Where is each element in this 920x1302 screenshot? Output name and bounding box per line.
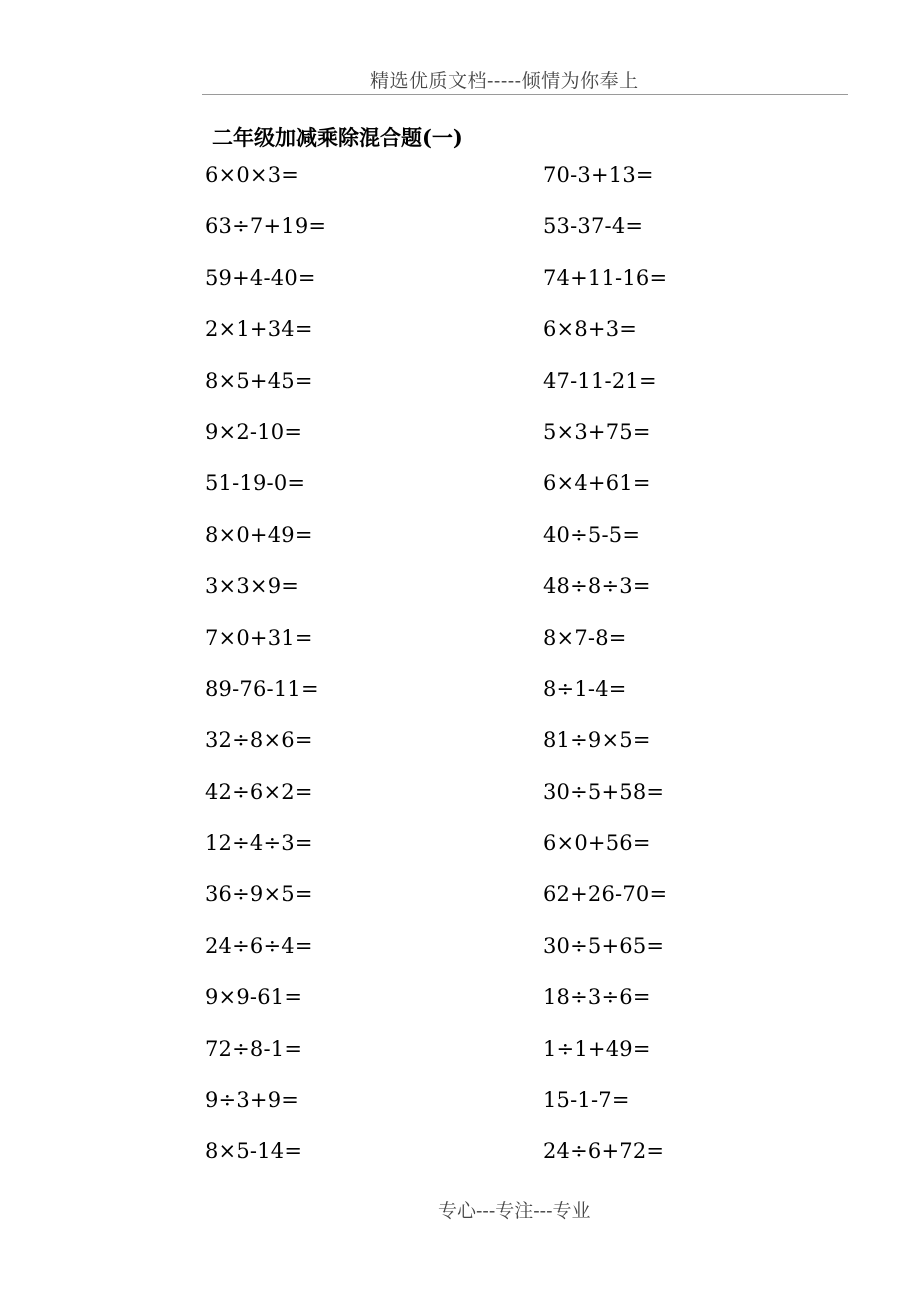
math-problem: 12÷4÷3= bbox=[205, 831, 313, 856]
header-divider bbox=[202, 94, 848, 95]
math-problem: 63÷7+19= bbox=[205, 214, 327, 239]
math-problem: 7×0+31= bbox=[205, 625, 313, 650]
left-problem-column bbox=[205, 158, 326, 1186]
math-problem: 8×0+49= bbox=[205, 522, 313, 547]
worksheet-title: 二年级加减乘除混合题(一) bbox=[212, 125, 463, 150]
math-problem: 81÷9×5= bbox=[543, 728, 651, 753]
math-problem: 40÷5-5= bbox=[543, 522, 641, 547]
math-problem: 32÷8×6= bbox=[205, 728, 313, 753]
math-problem: 18÷3÷6= bbox=[543, 985, 651, 1010]
math-problem: 70-3+13= bbox=[543, 163, 654, 187]
math-problem: 6×8+3= bbox=[543, 317, 638, 342]
math-problem: 15-1-7= bbox=[543, 1088, 630, 1113]
math-problem: 89-76-11= bbox=[205, 676, 319, 701]
math-problem: 1÷1+49= bbox=[543, 1036, 651, 1061]
math-problem: 30÷5+65= bbox=[543, 933, 665, 958]
math-problem: 8×5+45= bbox=[205, 368, 313, 393]
math-problem: 42÷6×2= bbox=[205, 779, 313, 804]
math-problem: 2×1+34= bbox=[205, 317, 313, 342]
math-problem: 24÷6+72= bbox=[543, 1139, 665, 1164]
math-problem: 48÷8÷3= bbox=[543, 574, 651, 599]
math-problem: 62+26-70= bbox=[543, 882, 668, 907]
math-problem: 9×2-10= bbox=[205, 419, 303, 444]
math-problem: 9×9-61= bbox=[205, 985, 303, 1010]
math-problem: 6×0+56= bbox=[543, 831, 651, 856]
math-problem: 9÷3+9= bbox=[205, 1088, 300, 1113]
math-problem: 30÷5+58= bbox=[543, 779, 665, 804]
page-header: 精选优质文档-----倾情为你奉上 bbox=[370, 70, 639, 92]
math-problem: 36÷9×5= bbox=[205, 882, 313, 907]
page-footer: 专心---专注---专业 bbox=[438, 1200, 591, 1222]
math-problem: 8÷1-4= bbox=[543, 676, 627, 701]
math-problem: 5×3+75= bbox=[543, 419, 651, 444]
right-problem-column bbox=[543, 158, 667, 1186]
math-problem: 51-19-0= bbox=[205, 471, 306, 496]
math-problem: 59+4-40= bbox=[205, 265, 316, 290]
math-problem: 6×4+61= bbox=[543, 471, 651, 496]
math-problem: 53-37-4= bbox=[543, 214, 644, 239]
math-problem: 8×5-14= bbox=[205, 1139, 303, 1164]
math-problem: 3×3×9= bbox=[205, 574, 300, 599]
math-problem: 47-11-21= bbox=[543, 368, 657, 393]
math-problem: 74+11-16= bbox=[543, 265, 668, 290]
math-problem: 24÷6÷4= bbox=[205, 933, 313, 958]
math-problem: 8×7-8= bbox=[543, 625, 627, 650]
math-problem: 6×0×3= bbox=[205, 163, 300, 187]
math-problem: 72÷8-1= bbox=[205, 1036, 303, 1061]
